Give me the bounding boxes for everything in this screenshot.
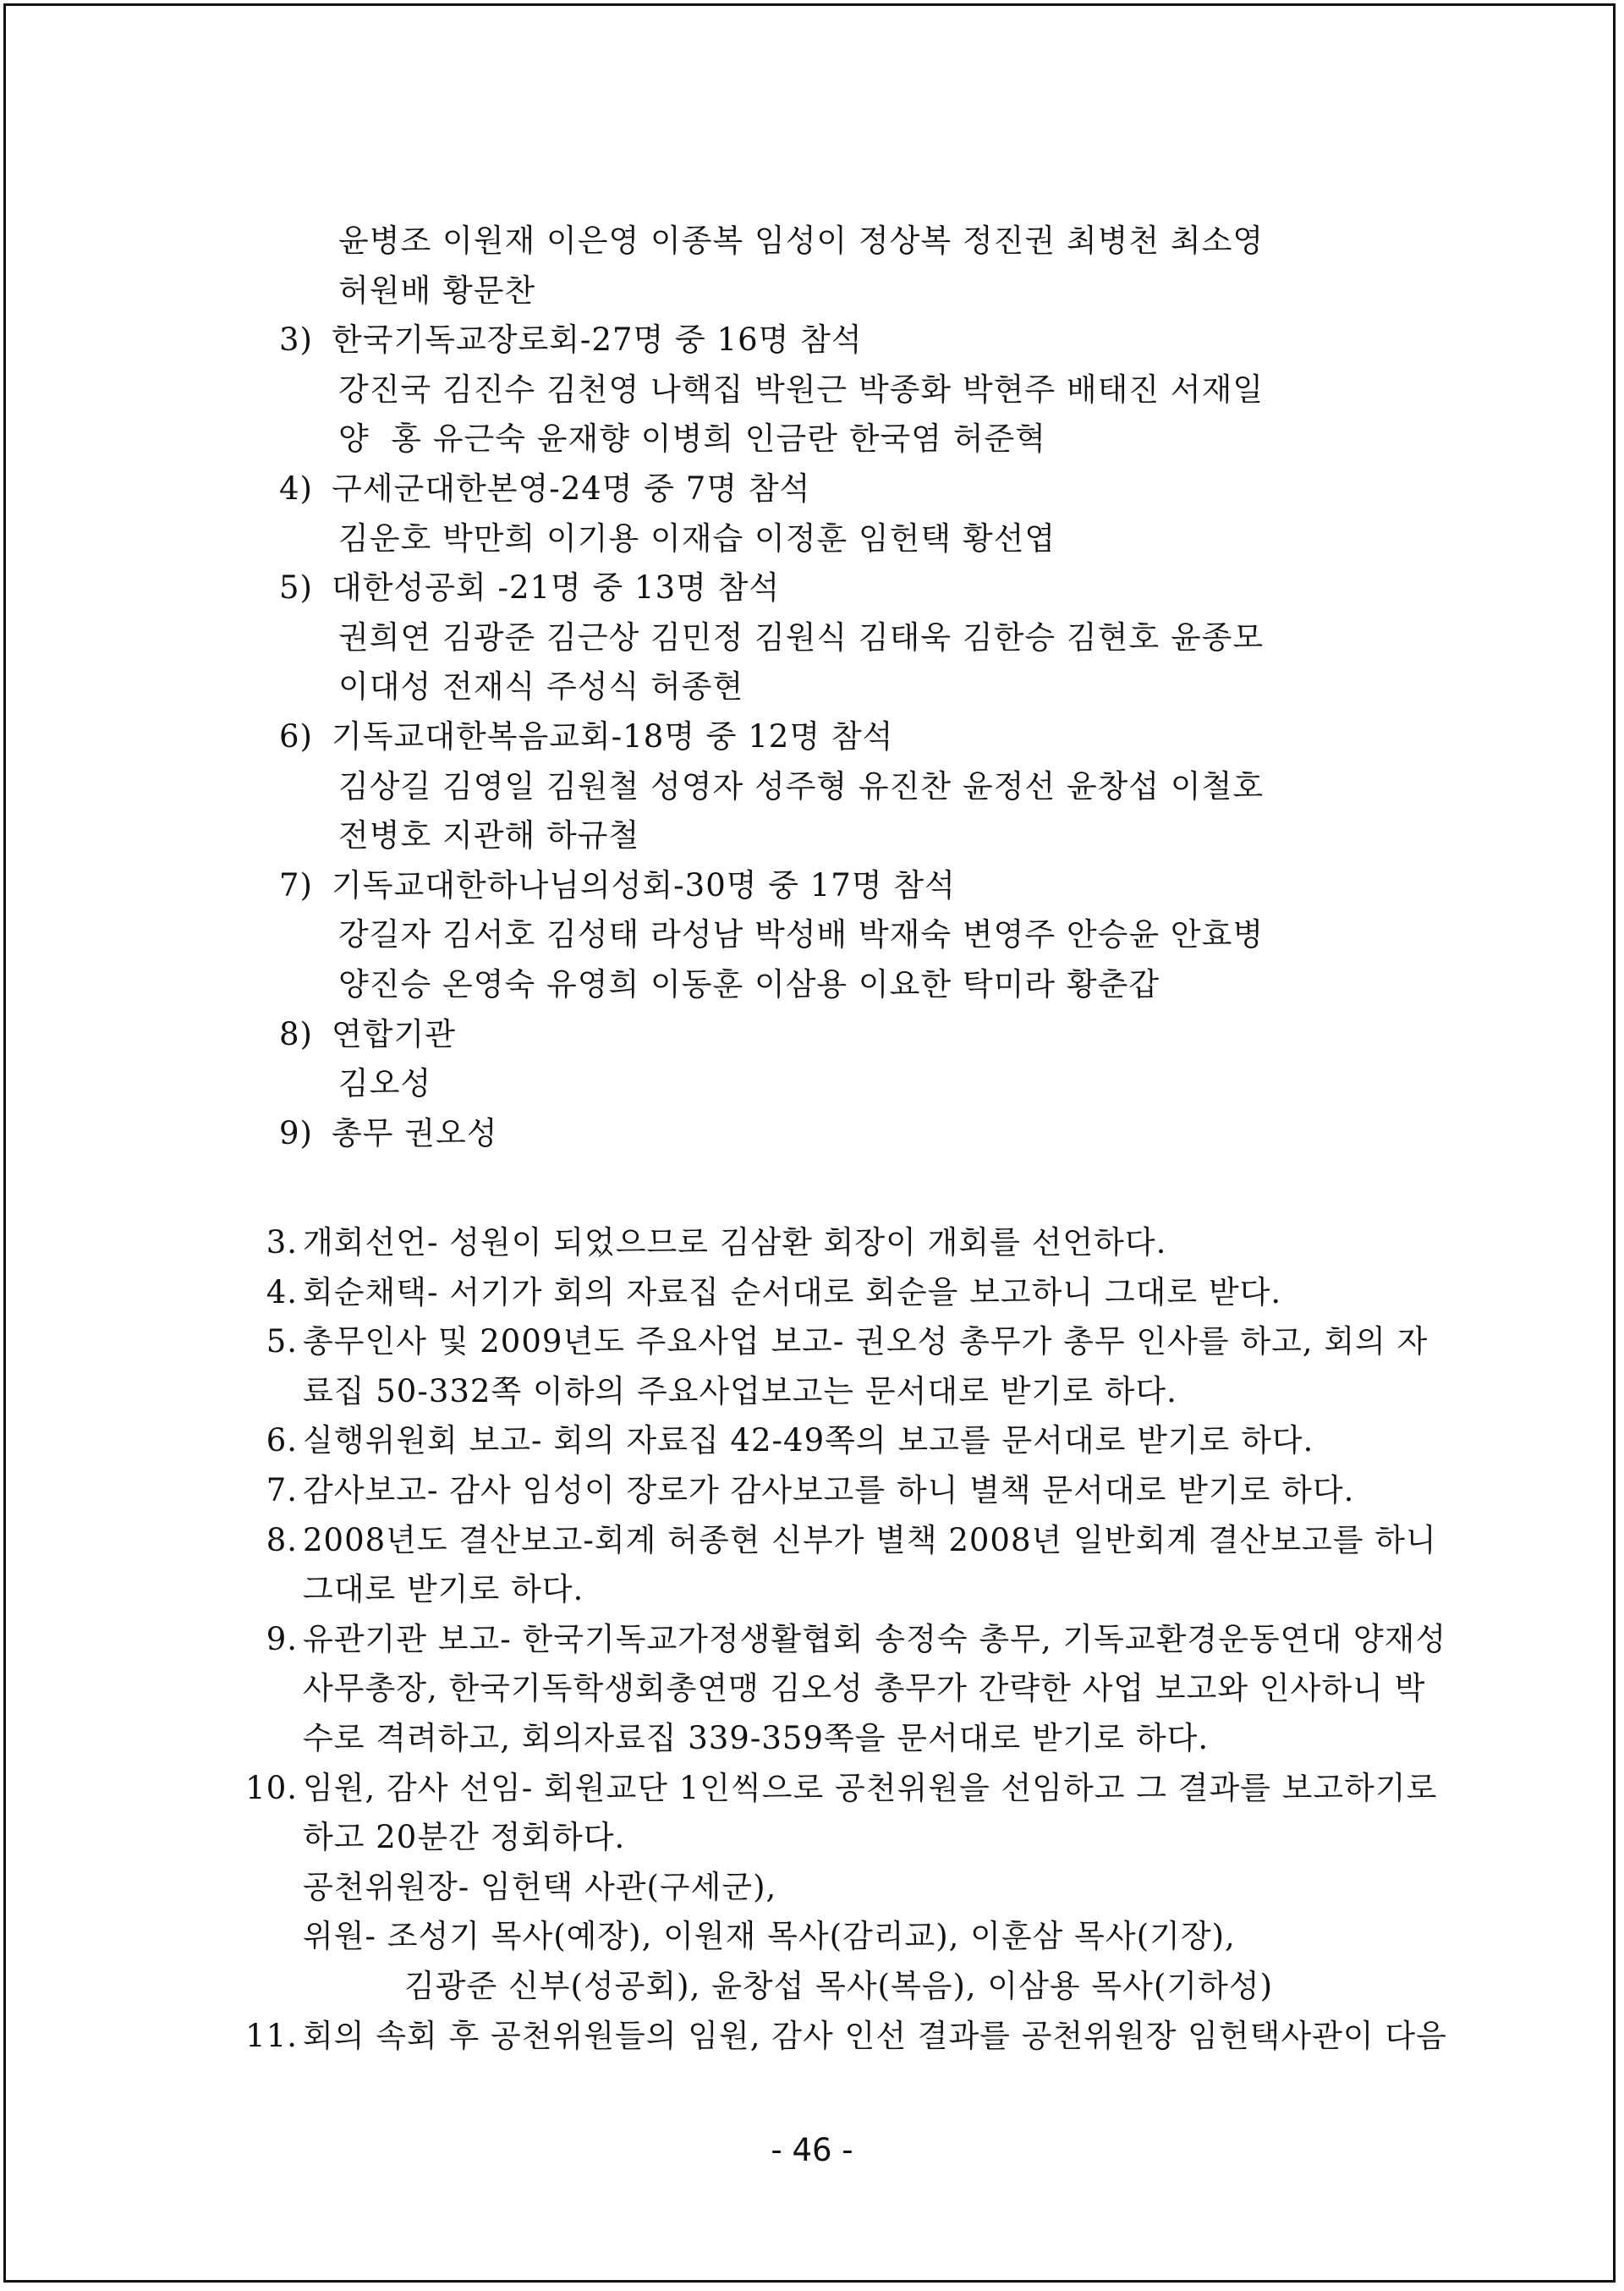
item-text: 개회선언- 성원이 되었으므로 김삼환 회장이 개회를 선언하다. (303, 1224, 1167, 1261)
item-number: 5. (266, 1323, 298, 1360)
attendance-section (279, 217, 1446, 1158)
item-text: 사무총장, 한국기독학생회총연맹 김오성 총무가 간략한 사업 보고와 인사하니 박 (303, 1670, 1426, 1707)
item-text: 2008년도 결산보고-회계 허종현 신부가 별책 2008년 일반회계 결산보고를 하니 (303, 1521, 1437, 1558)
item-text: 실행위원회 보고- 회의 자료집 42-49쪽의 보고를 문서대로 받기로 하다. (303, 1422, 1314, 1459)
item-number: 3. (266, 1224, 298, 1261)
names-line: 윤병조 이원재 이은영 이종복 임성이 정상복 정진권 최병천 최소영 (338, 223, 1265, 259)
agenda-item (244, 1416, 1428, 1466)
item-text: 감사보고- 감사 임성이 장로가 감사보고를 하니 별책 문서대로 받기로 하다. (303, 1471, 1355, 1508)
agenda-item (244, 1615, 1447, 1764)
item-text: 료집 50-332쪽 이하의 주요사업보고는 문서대로 받기로 하다. (303, 1372, 1177, 1409)
names-line: 양진승 온영숙 유영희 이동훈 이삼용 이요한 탁미라 황춘갑 (338, 965, 1160, 1003)
names-line: 김상길 김영일 김원철 성영자 성주형 유진찬 윤정선 윤창섭 이철호 (338, 767, 1265, 805)
item-number: 4. (266, 1273, 298, 1310)
item-number: 9. (266, 1620, 298, 1657)
group-heading: 8) 연합기관 (279, 1015, 456, 1052)
agenda-item (244, 1764, 1438, 2012)
agenda-item (244, 2012, 1447, 2062)
item-text: 회의 속회 후 공천위원들의 임원, 감사 인선 결과를 공천위원장 임헌택사관이 다음 (303, 2017, 1447, 2054)
item-text: 임원, 감사 선임- 회원교단 1인씩으로 공천위원을 선임하고 그 결과를 보고하기로 (303, 1769, 1438, 1806)
agenda-section (244, 1218, 1447, 2061)
item-subtext: 공천위원장- 임헌택 사관(구세군), (303, 1868, 777, 1905)
names-line: 권희연 김광준 김근상 김민정 김원식 김태욱 김한승 김현호 윤종모 (338, 618, 1265, 656)
item-text: 수로 격려하고, 회의자료집 339-359쪽을 문서대로 받기로 하다. (303, 1719, 1210, 1756)
agenda-item (244, 1268, 1428, 1318)
item-text: 총무인사 및 2009년도 주요사업 보고- 권오성 총무가 총무 인사를 하고, 회의 자 (303, 1323, 1429, 1360)
names-line: 전병호 지관해 하규철 (338, 817, 640, 854)
item-text: 유관기관 보고- 한국기독교가정생활협회 송정숙 총무, 기독교환경운동연대 양재성 (303, 1620, 1447, 1657)
agenda-item (244, 1466, 1428, 1516)
item-text: 그대로 받기로 하다. (303, 1571, 584, 1608)
group-heading: 5) 대한성공회 -21명 중 13명 참석 (279, 569, 781, 607)
names-line: 이대성 전재식 주성식 허종현 (338, 668, 744, 706)
item-number: 8. (266, 1521, 298, 1558)
names-line: 양 홍 유근숙 윤재향 이병희 인금란 한국염 허준혁 (338, 420, 1046, 458)
group-heading: 9) 총무 권오성 (279, 1114, 498, 1151)
names-line: 김운호 박만희 이기용 이재습 이정훈 임헌택 황선엽 (338, 519, 1056, 557)
item-number: 10. (245, 1769, 298, 1806)
names-line: 허원배 황문찬 (338, 272, 536, 309)
item-number: 6. (266, 1422, 298, 1459)
item-text: 회순채택- 서기가 회의 자료집 순서대로 회순을 보고하니 그대로 받다. (303, 1273, 1282, 1310)
item-subtext: 위원- 조성기 목사(예장), 이원재 목사(감리교), 이훈삼 목사(기장), (303, 1918, 1236, 1955)
item-text: 하고 20분간 정회하다. (303, 1819, 626, 1856)
group-heading: 6) 기독교대한복음교회-18명 중 12명 참석 (279, 717, 894, 755)
agenda-item (244, 1317, 1428, 1416)
names-line: 김오성 (338, 1065, 432, 1102)
names-line: 강진국 김진수 김천영 나핵집 박원근 박종화 박현주 배태진 서재일 (338, 371, 1265, 408)
group-heading: 3) 한국기독교장로회-27명 중 16명 참석 (279, 321, 863, 359)
item-number: 7. (266, 1471, 298, 1508)
item-subtext: 김광준 신부(성공회), 윤창섭 목사(복음), 이삼용 목사(기하성) (404, 1967, 1274, 2004)
group-heading: 7) 기독교대한하나님의성회-30명 중 17명 참석 (279, 866, 956, 904)
group-heading: 4) 구세군대한본영-24명 중 7명 참석 (279, 470, 811, 507)
names-line: 강길자 김서호 김성태 라성남 박성배 박재숙 변영주 안승윤 안효병 (338, 916, 1265, 953)
item-number: 11. (245, 2017, 298, 2054)
agenda-item (244, 1516, 1437, 1615)
page-number: - 46 - (771, 2132, 853, 2168)
agenda-item (244, 1218, 1428, 1268)
